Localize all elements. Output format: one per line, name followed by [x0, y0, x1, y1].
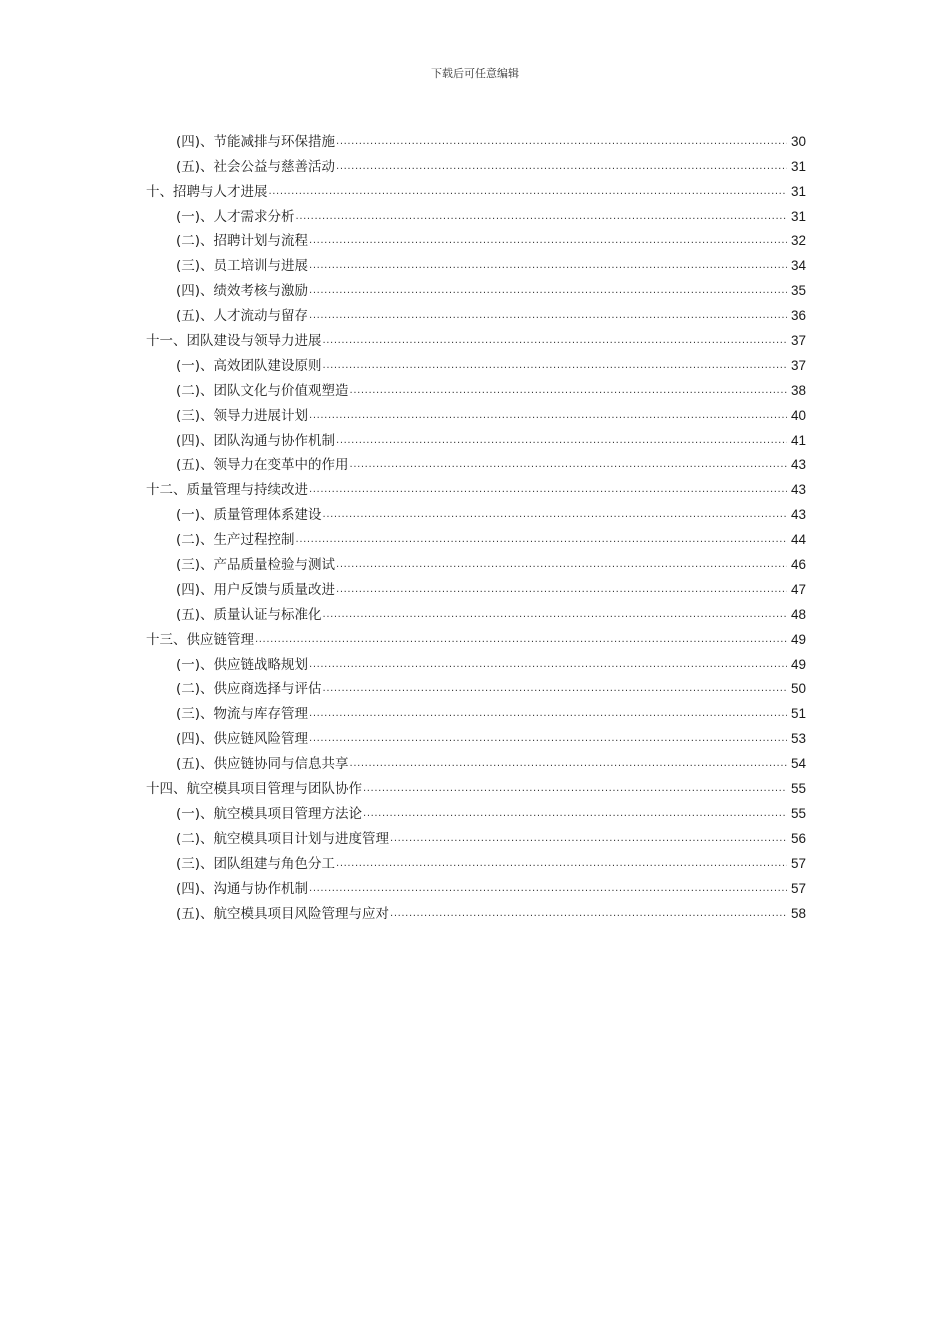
toc-chapter-entry[interactable] [146, 475, 806, 500]
toc-page-number: 57 [790, 855, 806, 871]
toc-dot-leader [323, 505, 787, 525]
toc-entry-title: (五)、社会公益与慈善活动 [176, 158, 336, 175]
toc-section-entry[interactable] [146, 749, 806, 774]
toc-page-number: 41 [790, 432, 806, 448]
toc-dot-leader [309, 480, 787, 500]
toc-entry-title: (四)、节能减排与环保措施 [176, 133, 336, 150]
toc-page-number: 37 [790, 357, 806, 373]
toc-section-entry[interactable] [146, 376, 806, 401]
toc-entry-title: (一)、人才需求分析 [176, 208, 295, 225]
toc-dot-leader [336, 854, 787, 874]
toc-page-number: 55 [790, 781, 806, 797]
toc-entry-title: (二)、航空模具项目计划与进度管理 [176, 830, 390, 847]
toc-section-entry[interactable] [146, 351, 806, 376]
toc-section-entry[interactable] [146, 824, 806, 849]
toc-page-number: 55 [790, 805, 806, 821]
toc-dot-leader [390, 829, 787, 849]
toc-section-entry[interactable] [146, 127, 806, 152]
toc-dot-leader [309, 704, 787, 724]
toc-page-number: 53 [790, 731, 806, 747]
toc-page-number: 43 [790, 457, 806, 473]
toc-dot-leader [336, 132, 787, 152]
toc-section-entry[interactable] [146, 152, 806, 177]
toc-dot-leader [296, 530, 787, 550]
toc-dot-leader [336, 580, 787, 600]
toc-entry-title: 十、招聘与人才进展 [146, 183, 268, 200]
toc-dot-leader [323, 356, 787, 376]
toc-section-entry[interactable] [146, 202, 806, 227]
toc-page-number: 43 [790, 482, 806, 498]
toc-entry-title: (四)、沟通与协作机制 [176, 880, 309, 897]
toc-dot-leader [363, 804, 787, 824]
toc-entry-title: (二)、团队文化与价值观塑造 [176, 382, 349, 399]
toc-dot-leader [309, 281, 787, 301]
toc-page-number: 47 [790, 581, 806, 597]
toc-section-entry[interactable] [146, 550, 806, 575]
toc-dot-leader [336, 157, 787, 177]
toc-entry-title: 十三、供应链管理 [146, 631, 254, 648]
toc-page-number: 56 [790, 830, 806, 846]
toc-section-entry[interactable] [146, 451, 806, 476]
toc-dot-leader [269, 182, 788, 202]
toc-entry-title: (四)、团队沟通与协作机制 [176, 432, 336, 449]
toc-dot-leader [309, 655, 787, 675]
toc-entry-title: (五)、领导力在变革中的作用 [176, 457, 349, 474]
toc-entry-title: (一)、航空模具项目管理方法论 [176, 805, 363, 822]
toc-page-number: 48 [790, 606, 806, 622]
toc-section-entry[interactable] [146, 675, 806, 700]
toc-page-number: 31 [790, 158, 806, 174]
toc-dot-leader [323, 679, 787, 699]
toc-dot-leader [309, 729, 787, 749]
toc-entry-title: 十四、航空模具项目管理与团队协作 [146, 781, 362, 798]
toc-entry-title: (五)、航空模具项目风险管理与应对 [176, 905, 390, 922]
toc-section-entry[interactable] [146, 426, 806, 451]
toc-dot-leader [309, 231, 787, 251]
toc-page-number: 43 [790, 507, 806, 523]
toc-page-number: 37 [790, 333, 806, 349]
toc-dot-leader [309, 256, 787, 276]
toc-section-entry[interactable] [146, 251, 806, 276]
toc-dot-leader [296, 207, 787, 227]
toc-entry-title: (一)、高效团队建设原则 [176, 357, 322, 374]
toc-page-number: 57 [790, 880, 806, 896]
toc-entry-title: (二)、供应商选择与评估 [176, 681, 322, 698]
toc-page-number: 44 [790, 532, 806, 548]
toc-chapter-entry[interactable] [146, 625, 806, 650]
toc-chapter-entry[interactable] [146, 177, 806, 202]
toc-page-number: 54 [790, 756, 806, 772]
toc-section-entry[interactable] [146, 401, 806, 426]
toc-dot-leader [350, 381, 787, 401]
toc-dot-leader [350, 754, 787, 774]
toc-section-entry[interactable] [146, 650, 806, 675]
toc-entry-title: (二)、生产过程控制 [176, 532, 295, 549]
toc-entry-title: (三)、物流与库存管理 [176, 706, 309, 723]
toc-entry-title: 十一、团队建设与领导力进展 [146, 333, 322, 350]
toc-dot-leader [309, 406, 787, 426]
toc-page-number: 31 [790, 208, 806, 224]
toc-page-number: 40 [790, 407, 806, 423]
toc-page-number: 35 [790, 283, 806, 299]
toc-entry-title: (三)、领导力进展计划 [176, 407, 309, 424]
toc-entry-title: (三)、团队组建与角色分工 [176, 855, 336, 872]
toc-entry-title: (一)、质量管理体系建设 [176, 507, 322, 524]
toc-dot-leader [336, 555, 787, 575]
toc-page-number: 30 [790, 133, 806, 149]
toc-section-entry[interactable] [146, 301, 806, 326]
toc-entry-title: (一)、供应链战略规划 [176, 656, 309, 673]
toc-entry-title: (三)、员工培训与进展 [176, 258, 309, 275]
toc-section-entry[interactable] [146, 874, 806, 899]
toc-entry-title: (三)、产品质量检验与测试 [176, 557, 336, 574]
toc-section-entry[interactable] [146, 227, 806, 252]
toc-page-number: 49 [790, 631, 806, 647]
toc-dot-leader [336, 431, 787, 451]
toc-page-number: 50 [790, 681, 806, 697]
toc-section-entry[interactable] [146, 575, 806, 600]
toc-section-entry[interactable] [146, 600, 806, 625]
toc-page-number: 34 [790, 258, 806, 274]
toc-entry-title: (五)、供应链协同与信息共享 [176, 756, 349, 773]
toc-entry-title: (四)、用户反馈与质量改进 [176, 581, 336, 598]
toc-entry-title: (四)、供应链风险管理 [176, 731, 309, 748]
toc-chapter-entry[interactable] [146, 326, 806, 351]
toc-page-number: 51 [790, 706, 806, 722]
toc-page-number: 49 [790, 656, 806, 672]
toc-page-number: 38 [790, 382, 806, 398]
page-header: 下载后可任意编辑 [431, 67, 519, 80]
toc-entry-title: (四)、绩效考核与激励 [176, 283, 309, 300]
table-of-contents [146, 127, 806, 924]
toc-entry-title: 十二、质量管理与持续改进 [146, 482, 308, 499]
toc-entry-title: (五)、人才流动与留存 [176, 308, 309, 325]
toc-entry-title: (二)、招聘计划与流程 [176, 233, 309, 250]
toc-section-entry[interactable] [146, 849, 806, 874]
toc-section-entry[interactable] [146, 724, 806, 749]
toc-dot-leader [323, 605, 787, 625]
toc-page-number: 31 [790, 183, 806, 199]
toc-dot-leader [363, 779, 787, 799]
toc-section-entry[interactable] [146, 500, 806, 525]
toc-dot-leader [309, 306, 787, 326]
toc-section-entry[interactable] [146, 276, 806, 301]
toc-section-entry[interactable] [146, 699, 806, 724]
toc-page-number: 36 [790, 308, 806, 324]
toc-section-entry[interactable] [146, 799, 806, 824]
toc-dot-leader [323, 331, 788, 351]
toc-dot-leader [350, 455, 787, 475]
toc-dot-leader [309, 879, 787, 899]
toc-chapter-entry[interactable] [146, 774, 806, 799]
toc-entry-title: (五)、质量认证与标准化 [176, 606, 322, 623]
toc-section-entry[interactable] [146, 899, 806, 924]
toc-page-number: 46 [790, 557, 806, 573]
toc-dot-leader [390, 904, 787, 924]
toc-page-number: 32 [790, 233, 806, 249]
toc-dot-leader [255, 630, 787, 650]
toc-section-entry[interactable] [146, 525, 806, 550]
toc-page-number: 58 [790, 905, 806, 921]
